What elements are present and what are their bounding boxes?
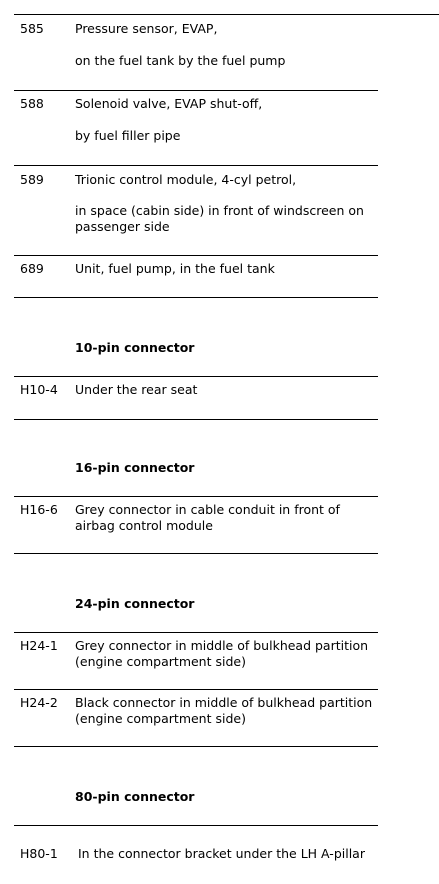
- row-divider: [14, 165, 378, 166]
- connector-code: H24-1: [20, 638, 58, 653]
- row-divider: [14, 746, 378, 747]
- row-divider: [14, 689, 378, 690]
- connector-location: In the connector bracket under the LH A-pillar: [78, 846, 365, 861]
- section-heading: 80-pin connector: [75, 789, 195, 804]
- component-code: 588: [20, 96, 44, 111]
- component-code: 689: [20, 261, 44, 276]
- component-description: Trionic control module, 4-cyl petrol,: [75, 172, 297, 187]
- connector-location: Grey connector in cable conduit in front of airbag control module: [75, 502, 340, 533]
- section-rule: [14, 825, 378, 826]
- connector-location: Black connector in middle of bulkhead partition (engine compartment side): [75, 695, 373, 726]
- section-heading: 16-pin connector: [75, 460, 195, 475]
- component-location: by fuel filler pipe: [75, 128, 181, 143]
- connector-location: Grey connector in middle of bulkhead partition (engine compartment side): [75, 638, 369, 669]
- table-top-rule: [14, 14, 439, 15]
- connector-code: H16-6: [20, 502, 58, 517]
- row-divider: [14, 255, 378, 256]
- component-code: 585: [20, 21, 44, 36]
- component-description: Solenoid valve, EVAP shut-off,: [75, 96, 263, 111]
- row-divider: [14, 90, 378, 91]
- connector-location: Under the rear seat: [75, 382, 198, 397]
- component-description: Unit, fuel pump, in the fuel tank: [75, 261, 275, 276]
- section-rule: [14, 632, 378, 633]
- row-divider: [14, 419, 378, 420]
- component-location: on the fuel tank by the fuel pump: [75, 53, 286, 68]
- connector-code: H10-4: [20, 382, 58, 397]
- component-description: Pressure sensor, EVAP,: [75, 21, 218, 36]
- component-code: 589: [20, 172, 44, 187]
- section-rule: [14, 496, 378, 497]
- row-divider: [14, 553, 378, 554]
- component-location: in space (cabin side) in front of windscreen on passenger side: [75, 203, 364, 234]
- row-divider: [14, 297, 378, 298]
- section-heading: 10-pin connector: [75, 340, 195, 355]
- connector-code: H80-1: [20, 846, 58, 861]
- section-rule: [14, 376, 378, 377]
- connector-code: H24-2: [20, 695, 58, 710]
- section-heading: 24-pin connector: [75, 596, 195, 611]
